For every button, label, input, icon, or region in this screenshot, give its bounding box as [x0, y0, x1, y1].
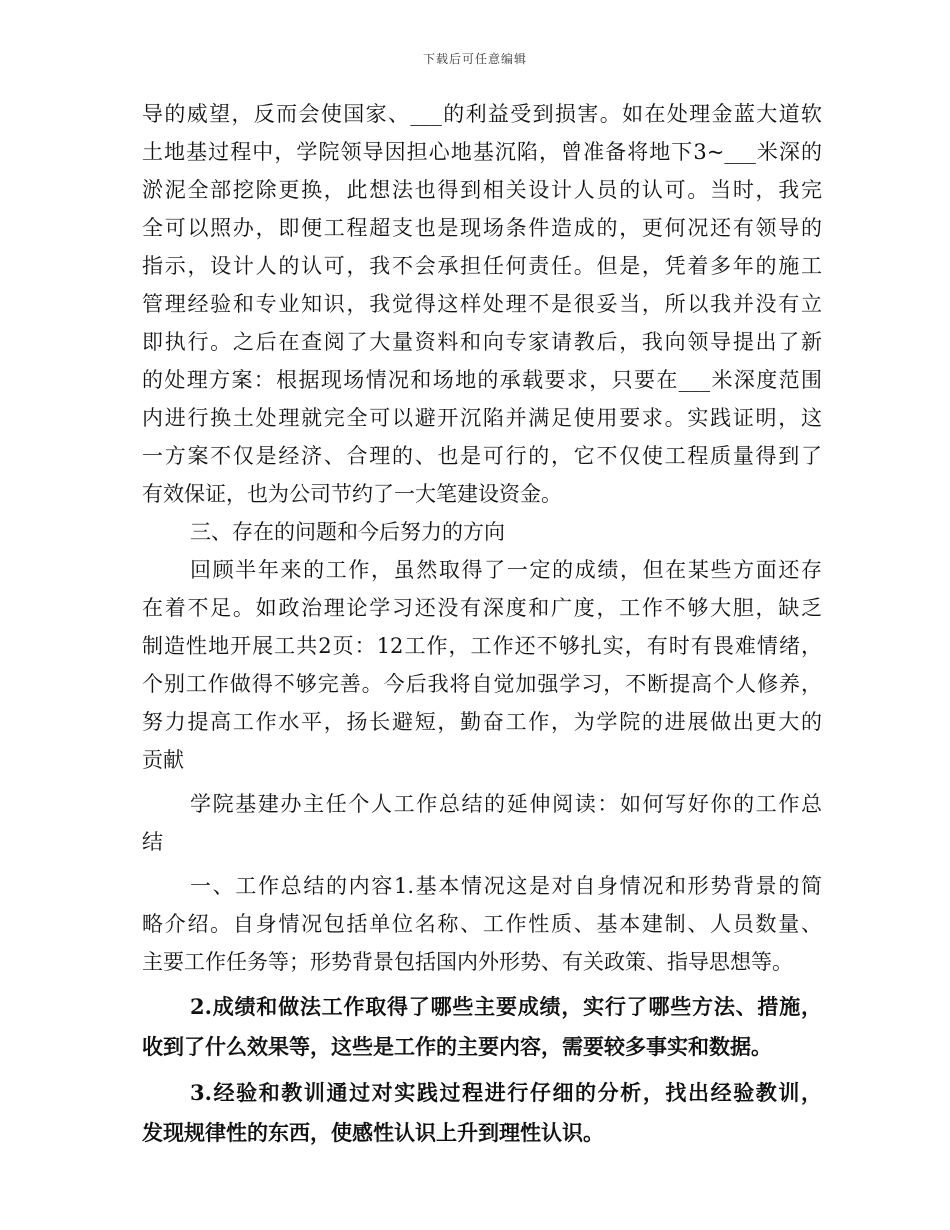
- text-line: 努力提高工作水平，扬长避短，勤奋工作，为学院的进展做出更大的: [142, 710, 822, 734]
- text-line: 一、工作总结的内容1.基本情况这是对自身情况和形势背景的简: [190, 874, 822, 898]
- text-line: 一方案不仅是经济、合理的、也是可行的，它不仅使工程质量得到了: [142, 444, 822, 468]
- text-line: 即执行。之后在查阅了大量资料和向专家请教后，我向领导提出了新: [142, 330, 822, 354]
- text-line: 学院基建办主任个人工作总结的延伸阅读：如何写好你的工作总: [190, 792, 822, 816]
- text-line: 制造性地开展工共2页：12工作，工作还不够扎实，有时有畏难情绪，: [142, 634, 822, 658]
- text-line: 2.成绩和做法工作取得了哪些主要成绩，实行了哪些方法、措施，: [190, 994, 822, 1019]
- text-line: 有效保证，也为公司节约了一大笔建设资金。: [142, 482, 562, 506]
- paragraph-achievements-example: [142, 95, 822, 513]
- text-line: 略介绍。自身情况包括单位名称、工作性质、基本建制、人员数量、: [142, 912, 822, 936]
- text-line: 发现规律性的东西，使感性认识上升到理性认识。: [142, 1120, 604, 1145]
- text-line: 结: [142, 830, 163, 854]
- text-line: 收到了什么效果等，这些是工作的主要内容，需要较多事实和数据。: [142, 1034, 772, 1059]
- paragraph-extended-reading: [142, 785, 822, 861]
- text-line: 的处理方案：根据现场情况和场地的承载要求，只要在___米深度范围: [142, 368, 822, 392]
- section-heading-text: 三、存在的问题和今后努力的方向: [190, 520, 505, 544]
- text-line: 淤泥全部挖除更换，此想法也得到相关设计人员的认可。当时，我完: [142, 178, 822, 202]
- text-line: 导的威望，反而会使国家、___的利益受到损害。如在处理金蓝大道软: [142, 102, 822, 126]
- text-line: 贡献: [142, 748, 184, 772]
- text-line: 回顾半年来的工作，虽然取得了一定的成绩，但在某些方面还存: [190, 558, 822, 582]
- text-line: 个别工作做得不够完善。今后我将自觉加强学习，不断提高个人修养，: [142, 672, 822, 696]
- text-line: 内进行换土处理就完全可以避开沉陷并满足使用要求。实践证明，这: [142, 406, 822, 430]
- text-line: 土地基过程中，学院领导因担心地基沉陷，曾准备将地下3~___米深的: [142, 140, 822, 164]
- section-heading: [142, 513, 822, 551]
- text-line: 指示，设计人的认可，我不会承担任何责任。但是，凭着多年的施工: [142, 254, 822, 278]
- page-header: 下载后可任意编辑: [422, 52, 527, 66]
- text-line: 管理经验和专业知识，我觉得这样处理不是很妥当，所以我并没有立: [142, 292, 822, 316]
- text-line: 主要工作任务等；形势背景包括国内外形势、有关政策、指导思想等。: [142, 950, 793, 974]
- paragraph-experience-lessons: [142, 1073, 822, 1153]
- text-line: 全可以照办，即便工程超支也是现场条件造成的，更何况还有领导的: [142, 216, 822, 240]
- paragraph-basic-situation: [142, 867, 822, 981]
- document-body: [142, 95, 822, 1153]
- paragraph-shortcomings: [142, 551, 822, 779]
- paragraph-achievements-methods: [142, 987, 822, 1067]
- text-line: 3.经验和教训通过对实践过程进行仔细的分析，找出经验教训，: [190, 1080, 822, 1105]
- text-line: 在着不足。如政治理论学习还没有深度和广度，工作不够大胆，缺乏: [142, 596, 822, 620]
